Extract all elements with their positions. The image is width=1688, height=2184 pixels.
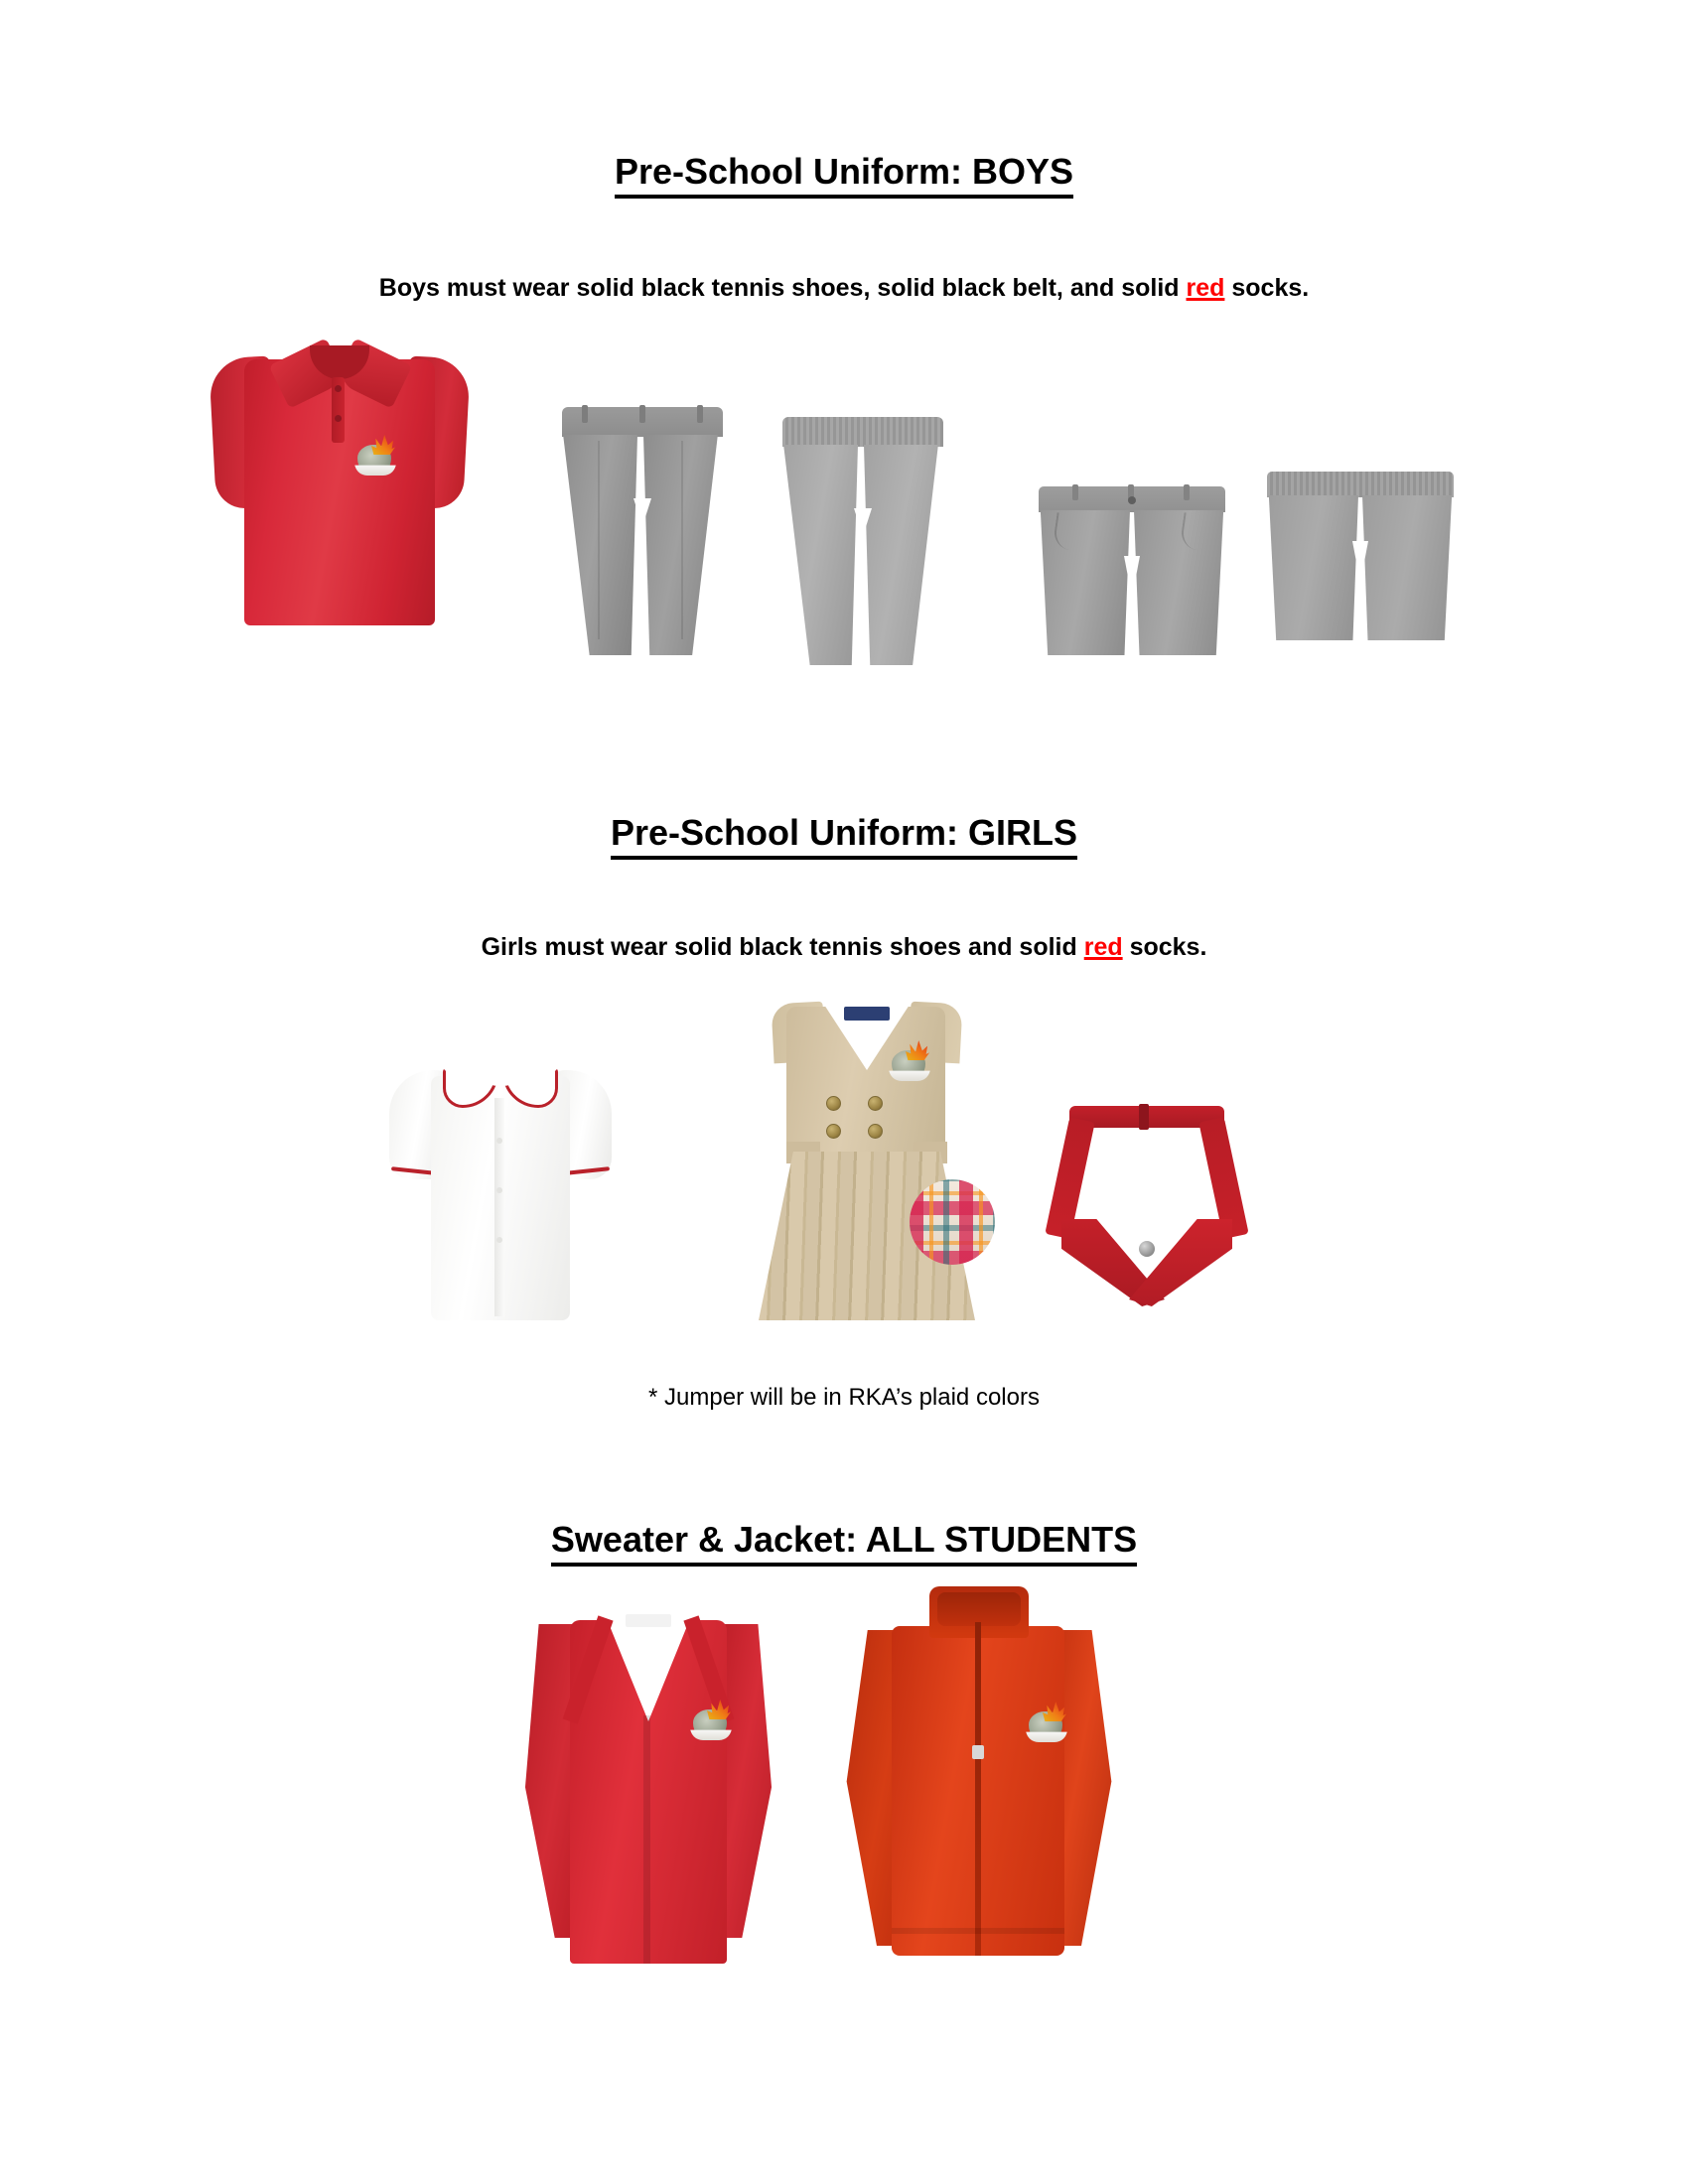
elastic-pants-left-leg [780, 445, 858, 665]
elastic-shorts-right-leg [1362, 495, 1454, 640]
jumper-plaid-note: * Jumper will be in RKA’s plaid colors [648, 1384, 1040, 1411]
boys-requirement-after: socks. [1224, 274, 1310, 302]
red-polo-shirt-image [211, 328, 469, 625]
jacket-zipper [975, 1622, 981, 1956]
pants-belt-loop-left [582, 405, 588, 423]
girls-requirement-text [0, 933, 1688, 962]
jumper-button-top-right [868, 1096, 883, 1111]
all-students-section-heading [0, 1519, 1688, 1567]
shorts-belt-loop-left [1072, 484, 1078, 500]
tie-right-tail [1129, 1219, 1232, 1306]
jacket-hem [892, 1928, 1064, 1934]
pants-belt-loop-center [639, 405, 645, 423]
shorts-right-leg [1134, 510, 1225, 655]
boys-heading-text: Pre-School Uniform: BOYS [615, 151, 1073, 199]
blouse-button-1 [496, 1138, 502, 1144]
blouse-button-3 [496, 1237, 502, 1243]
plaid-color-swatch-image [910, 1179, 995, 1265]
jacket-zipper-pull [972, 1745, 984, 1759]
jacket-collar-inner [937, 1592, 1021, 1626]
red-cross-tie-image [1048, 1102, 1246, 1310]
cardigan-button-placket [643, 1715, 650, 1964]
gray-elastic-waist-pants-image [769, 417, 957, 665]
jumper-button-bottom-right [868, 1124, 883, 1139]
polo-button-bottom [335, 415, 342, 422]
girls-requirement-highlight: red [1083, 933, 1123, 961]
khaki-pleated-jumper-image [743, 993, 991, 1320]
girls-section-heading [0, 812, 1688, 860]
jumper-button-bottom-left [826, 1124, 841, 1139]
cardigan-brand-label [626, 1614, 671, 1627]
school-crest-icon [888, 1040, 931, 1084]
jumper-button-top-left [826, 1096, 841, 1111]
pants-belt-loop-right [697, 405, 703, 423]
gray-flat-front-shorts-image [1033, 486, 1231, 655]
blouse-button-2 [496, 1187, 502, 1193]
gray-elastic-waist-shorts-image [1261, 472, 1460, 640]
elastic-pants-waistband [782, 417, 943, 447]
jumper-brand-label [844, 1007, 890, 1021]
elastic-shorts-left-leg [1267, 495, 1358, 640]
gray-flat-front-pants-image [548, 407, 737, 655]
blouse-placket [494, 1098, 504, 1316]
girls-requirement-after: socks. [1122, 933, 1207, 961]
boys-requirement-text [0, 274, 1688, 303]
school-crest-icon [689, 1700, 733, 1743]
girls-heading-text: Pre-School Uniform: GIRLS [611, 812, 1077, 860]
pants-left-crease [598, 441, 600, 639]
elastic-shorts-waistband [1267, 472, 1454, 497]
girls-requirement-before: Girls must wear solid black tennis shoes and solid [481, 933, 1084, 961]
boys-requirement-before: Boys must wear solid black tennis shoes, solid black belt, and solid [378, 274, 1187, 302]
red-fleece-jacket-image [834, 1578, 1122, 1956]
pants-right-crease [681, 441, 683, 639]
red-v-neck-cardigan-image [514, 1596, 782, 1964]
boys-requirement-highlight: red [1186, 274, 1225, 302]
shorts-belt-loop-right [1184, 484, 1190, 500]
shorts-waist-button [1128, 496, 1136, 504]
school-crest-icon [1025, 1702, 1068, 1745]
tie-adjuster-slider [1139, 1104, 1149, 1130]
polo-button-top [335, 385, 342, 392]
school-crest-icon [353, 435, 397, 478]
boys-section-heading [0, 151, 1688, 199]
white-peter-pan-blouse-image [385, 1042, 614, 1320]
tie-snap-button [1139, 1241, 1155, 1257]
elastic-pants-right-leg [864, 445, 941, 665]
all-students-heading-text: Sweater & Jacket: ALL STUDENTS [551, 1519, 1137, 1567]
